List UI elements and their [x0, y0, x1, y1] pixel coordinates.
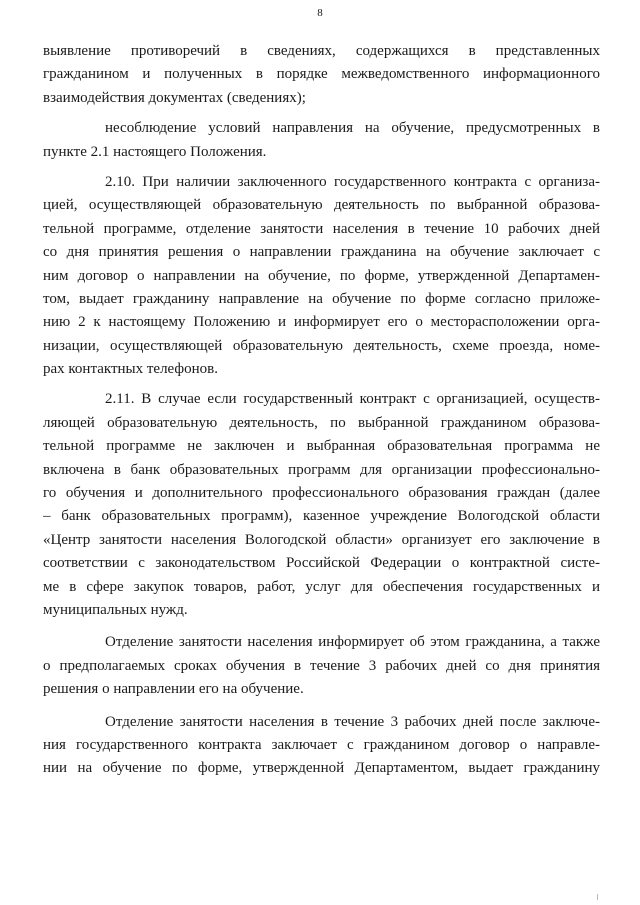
text-line: ния государственного контракта заключает с гражданином договор о направле- — [43, 736, 600, 753]
page-number: 8 — [317, 7, 323, 19]
text-line: Отделение занятости населения информирует об этом гражданина, а также — [105, 634, 600, 651]
text-line: тельной программе, отделение занятости населения в течение 10 рабочих дней — [43, 220, 600, 237]
text-line: нии на обучение по форме, утвержденной Департаментом, выдает гражданину — [43, 760, 600, 777]
text-line: муниципальных нужд. — [43, 601, 188, 618]
text-line: гражданином и полученных в порядке межведомственного информационного — [43, 66, 600, 83]
text-line: ним договор о направлении на обучение, по форме, утвержденной Департамен- — [43, 267, 600, 284]
paragraph-contradictions — [43, 40, 600, 110]
text-line: го обучения и дополнительного профессионального образования граждан (далее — [43, 485, 600, 502]
text-line: 2.10. При наличии заключенного государственного контракта с организа- — [105, 173, 600, 190]
text-line: включена в банк образовательных программ для организации профессионально- — [43, 461, 600, 478]
text-line: выявление противоречий в сведениях, содержащихся в представленных — [43, 43, 600, 59]
text-line: «Центр занятости населения Вологодской области» организует его заключение в — [43, 531, 600, 548]
paragraph-conditions — [43, 117, 600, 164]
text-line: ляющей образовательную деятельность, по выбранной гражданином образова- — [43, 414, 600, 431]
text-line: нию 2 к настоящему Положению и информирует его о месторасположении орга- — [43, 314, 600, 331]
text-line: соответствии с законодательством Российской Федерации о контрактной систе- — [43, 555, 600, 572]
text-line: со дня принятия решения о направлении гражданина на обучение заключает с — [43, 244, 600, 261]
paragraph-clause-2-11 — [43, 388, 600, 622]
text-line: – банк образовательных программ), казенное учреждение Вологодской области — [43, 508, 600, 525]
paragraph-contract-agreement — [43, 711, 600, 781]
text-line: низации, осуществляющей образовательную деятельность, схеме проезда, номе- — [43, 337, 600, 354]
paragraph-inform-citizen — [43, 631, 600, 701]
text-line: взаимодействия документах (сведениях); — [43, 89, 306, 106]
scan-edge-mark — [597, 894, 598, 900]
text-line: 2.11. В случае если государственный контракт с организацией, осуществ- — [105, 391, 600, 408]
paragraph-clause-2-10 — [43, 171, 600, 382]
document-body — [43, 40, 600, 781]
text-line: тельной программе не заключен и выбранная образовательная программа не — [43, 438, 600, 455]
text-line: Отделение занятости населения в течение 3 рабочих дней после заключе- — [105, 713, 600, 730]
text-line: несоблюдение условий направления на обучение, предусмотренных в — [105, 120, 600, 137]
text-line: рах контактных телефонов. — [43, 361, 218, 378]
text-line: пункте 2.1 настоящего Положения. — [43, 143, 267, 160]
text-line: о предполагаемых сроках обучения в течение 3 рабочих дней со дня принятия — [43, 657, 600, 674]
text-line: том, выдает гражданину направление на обучение по форме согласно приложе- — [43, 290, 600, 307]
text-line: цией, осуществляющей образовательную деятельность по выбранной образова- — [43, 197, 600, 214]
text-line: решения о направлении его на обучение. — [43, 681, 304, 698]
text-line: ме в сфере закупок товаров, работ, услуг для обеспечения государственных и — [43, 578, 600, 595]
